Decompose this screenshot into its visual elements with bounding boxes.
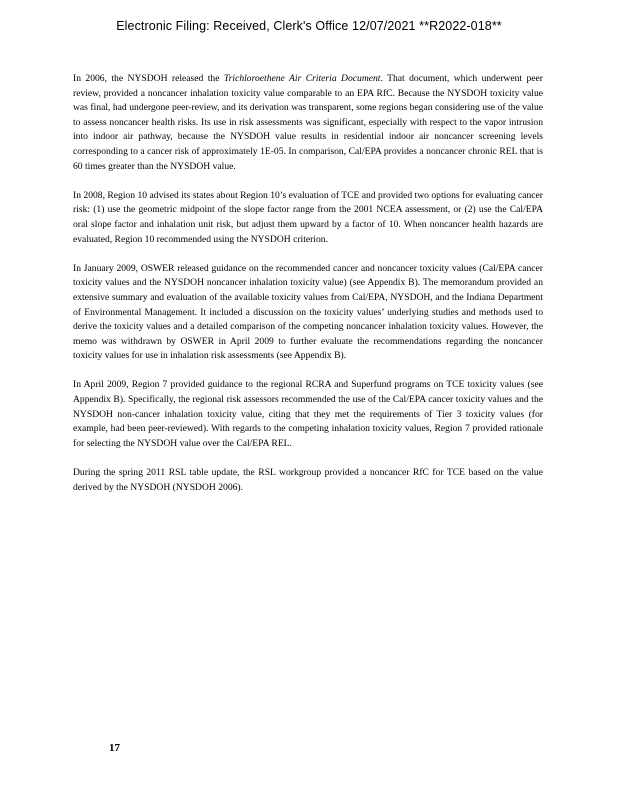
paragraph-rsl-2011: During the spring 2011 RSL table update, the RSL workgroup provided a noncancer RfC for TCE based on the value derived by the NYSDOH (NYSDOH 2006).	[73, 467, 543, 493]
paragraph-nysdoh-2006	[73, 72, 543, 174]
document-body	[73, 72, 543, 510]
paragraph-text: . That document, which underwent peer review, provided a noncancer inhalation toxicity value comparable to an EPA RfC. Because the NYSDOH toxicity value was final, had undergone peer-review, and its derivation was transparent, some regions began considering use of the value to assess noncancer health risks. Its use in risk assessments was significant, especially with respect to the vapor intrusion into indoor air pathway, because the NYSDOH value results in residential indoor air noncancer screening levels corresponding to a cancer risk of approximately 1E-05. In comparison, Cal/EPA provides a noncancer chronic REL that is 60 times greater than the NYSDOH value.	[73, 73, 543, 172]
paragraph-region7-2009: In April 2009, Region 7 provided guidance to the regional RCRA and Superfund programs on TCE toxicity values (see Appendix B). Specifically, the regional risk assessors recommended the use of the Cal/EPA cancer toxicity values and the NYSDOH non-cancer inhalation toxicity value, citing that they met the requirements of Tier 3 toxicity values (for example, had been peer-reviewed). With regards to the competing inhalation toxicity values, Region 7 provided rationale for selecting the NYSDOH value over the Cal/EPA REL.	[73, 379, 543, 449]
paragraph-text: In 2006, the NYSDOH released the	[73, 73, 224, 84]
paragraph-region10-2008: In 2008, Region 10 advised its states about Region 10’s evaluation of TCE and provided two options for evaluating cancer risk: (1) use the geometric midpoint of the slope factor range from the 2001 NCEA assessment, or (2) use the Cal/EPA oral slope factor and inhalation unit risk, but adjust them upward by a factor of 10. When noncancer health hazards are evaluated, Region 10 recommended using the NYSDOH criterion.	[73, 189, 543, 245]
paragraph-oswer-2009: In January 2009, OSWER released guidance on the recommended cancer and noncancer toxicity values (Cal/EPA cancer toxicity values and the NYSDOH noncancer inhalation toxicity value) (see Appendix B). The memorandum provided an extensive summary and evaluation of the available toxicity values from Cal/EPA, NYSDOH, and the Indiana Department of Environmental Management. It included a discussion on the toxicity values’ underlying studies and methods used to derive the toxicity values and a detailed comparison of the competing noncancer inhalation toxicity values. However, the memo was withdrawn by OSWER in April 2009 to further evaluate the recommendations regarding the noncancer toxicity values for use in inhalation risk assessments (see Appendix B).	[73, 262, 543, 362]
filing-stamp-header: Electronic Filing: Received, Clerk's Office 12/07/2021 **R2022-018**	[116, 19, 502, 33]
document-title-italic: Trichloroethene Air Criteria Document	[223, 73, 381, 84]
page-number: 17	[109, 742, 120, 754]
